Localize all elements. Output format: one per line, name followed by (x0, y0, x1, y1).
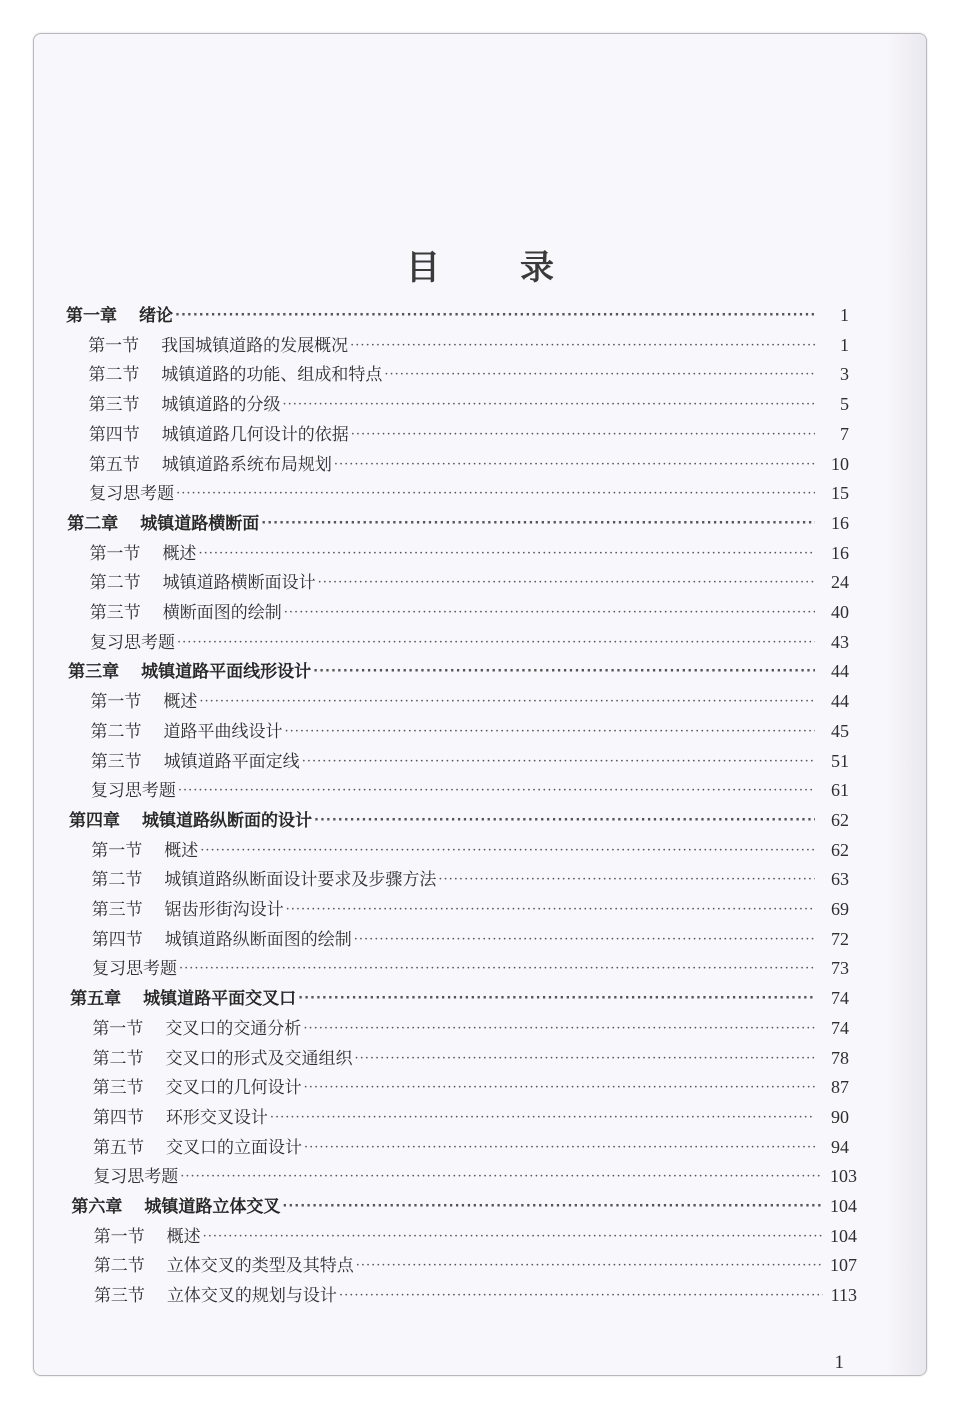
dot-leader (356, 1258, 823, 1276)
entry-page-number: 63 (831, 869, 849, 890)
entry-page-number: 40 (831, 602, 849, 622)
dot-leader (199, 694, 815, 712)
book-page (33, 33, 927, 1376)
entry-number: 第一节 (92, 1018, 144, 1039)
dot-leader (350, 338, 815, 356)
toc-entry-chapter (70, 983, 849, 1009)
entry-page-number: 104 (830, 1225, 857, 1246)
toc-entry-section (92, 924, 849, 950)
entry-title: 我国城镇道路的发展概况 (161, 335, 349, 356)
dot-leader (351, 427, 815, 445)
dot-leader (178, 783, 815, 801)
toc-entry-section (89, 449, 849, 475)
entry-number: 第二节 (88, 365, 140, 386)
entry-page-number: 61 (831, 780, 849, 801)
entry-title: 概述 (164, 840, 199, 861)
entry-page-number: 113 (830, 1285, 857, 1306)
toc-entry-section (88, 359, 849, 385)
entry-page-number: 24 (831, 572, 849, 593)
entry-title: 城镇道路的分级 (161, 395, 281, 416)
entry-page-number: 74 (831, 988, 849, 1009)
dot-leader (438, 872, 815, 890)
toc-entry-section (92, 894, 849, 920)
entry-title: 横断面图的绘制 (162, 603, 282, 623)
entry-number: 第三节 (91, 900, 143, 920)
toc-entry-review (89, 478, 849, 504)
dot-leader (318, 575, 815, 593)
entry-number: 第三节 (90, 751, 142, 772)
entry-title: 城镇道路平面定线 (163, 751, 300, 772)
toc-entry-section (89, 538, 849, 564)
toc-entry-section (91, 746, 849, 772)
entry-number: 第四节 (91, 929, 143, 950)
entry-page-number: 44 (831, 691, 849, 712)
dot-leader (384, 367, 815, 385)
entry-title: 复习思考题 (91, 959, 177, 980)
dot-leader (285, 724, 815, 742)
entry-number: 第三章 (68, 662, 120, 683)
entry-page-number: 87 (831, 1077, 849, 1098)
dot-leader (176, 486, 815, 504)
toc-entry-section (92, 1013, 849, 1039)
dot-leader (200, 843, 815, 861)
entry-title: 城镇道路立体交叉 (144, 1197, 281, 1217)
toc-entry-section (94, 1250, 857, 1276)
toc-entry-section (93, 1043, 850, 1069)
entry-page-number: 45 (831, 720, 849, 741)
dot-leader (334, 457, 815, 475)
dot-leader (177, 635, 815, 653)
entry-page-number: 44 (831, 661, 849, 682)
dot-leader (304, 1140, 815, 1158)
dot-leader (355, 1051, 816, 1069)
entry-number: 第三节 (88, 395, 140, 416)
entry-title: 城镇道路平面交叉口 (143, 989, 297, 1010)
entry-title: 城镇道路几何设计的依据 (161, 424, 349, 445)
title-char: 目 (406, 248, 440, 288)
entry-title: 复习思考题 (93, 1167, 179, 1188)
toc-entry-section (90, 686, 849, 712)
entry-title: 交叉口的立面设计 (166, 1137, 303, 1158)
dot-leader (180, 1169, 823, 1187)
entry-title: 绪论 (139, 306, 173, 326)
entry-number: 第二节 (92, 1048, 144, 1069)
entry-title: 城镇道路纵断面的设计 (142, 810, 313, 831)
dot-leader (283, 397, 815, 415)
entry-number: 第五节 (88, 454, 140, 475)
dot-leader (203, 1229, 823, 1247)
page-number: 1 (834, 1352, 844, 1373)
entry-title: 城镇道路的功能、组成和特点 (161, 365, 383, 386)
dot-leader (198, 546, 815, 564)
toc-entry-chapter (68, 656, 849, 682)
toc-entry-section (94, 1221, 857, 1247)
entry-page-number: 16 (831, 512, 849, 533)
toc-entry-section (89, 419, 849, 445)
dot-leader (270, 1110, 815, 1128)
entry-number: 第四节 (92, 1107, 144, 1128)
toc-entry-chapter (66, 300, 849, 326)
entry-title: 交叉口的交通分析 (165, 1018, 302, 1039)
entry-title: 复习思考题 (89, 484, 175, 505)
entry-page-number: 1 (840, 305, 849, 325)
dot-leader (284, 605, 815, 623)
entry-number: 第五章 (70, 989, 122, 1010)
entry-number: 第二节 (91, 870, 143, 891)
entry-number: 第四章 (69, 810, 121, 831)
entry-title: 立体交叉的类型及其特点 (166, 1256, 354, 1277)
entry-page-number: 16 (831, 542, 849, 563)
toc-entry-review (92, 953, 849, 979)
entry-page-number: 51 (831, 750, 849, 771)
entry-number: 第二节 (89, 573, 141, 594)
dot-leader (261, 516, 815, 534)
entry-page-number: 3 (840, 364, 849, 385)
dot-leader (298, 991, 815, 1009)
toc-entry-section (93, 1102, 849, 1128)
toc-entry-review (91, 775, 849, 801)
dot-leader (175, 308, 815, 326)
entry-title: 复习思考题 (89, 632, 175, 653)
entry-page-number: 15 (831, 483, 849, 504)
toc-entry-section (88, 330, 849, 356)
entry-page-number: 74 (831, 1017, 849, 1038)
entry-page-number: 62 (831, 839, 849, 860)
entry-page-number: 10 (831, 453, 849, 474)
entry-page-number: 1 (840, 334, 849, 355)
entry-number: 第二节 (90, 721, 142, 742)
toc-entry-review (90, 627, 849, 653)
toc-entry-section (93, 1072, 849, 1098)
toc-entry-section (90, 567, 849, 593)
entry-title: 概述 (166, 1226, 201, 1247)
entry-number: 第一节 (90, 692, 142, 713)
entry-title: 复习思考题 (90, 781, 176, 802)
dot-leader (303, 1021, 815, 1039)
entry-title: 城镇道路横断面设计 (162, 573, 316, 594)
entry-title: 城镇道路纵断面图的绘制 (164, 929, 352, 950)
entry-number: 第三节 (89, 603, 141, 623)
entry-number: 第三节 (93, 1286, 145, 1307)
toc-entry-section (89, 389, 849, 415)
page-title (34, 240, 926, 289)
entry-title: 立体交叉的规划与设计 (166, 1286, 337, 1307)
entry-title: 锯齿形街沟设计 (164, 900, 284, 920)
dot-leader (302, 754, 815, 772)
dot-leader (314, 813, 815, 831)
toc-entry-chapter (67, 508, 849, 534)
dot-leader (282, 1199, 823, 1217)
entry-title: 环形交叉设计 (165, 1107, 268, 1128)
title-char: 录 (520, 248, 554, 288)
toc-entry-review (93, 1161, 857, 1187)
entry-page-number: 62 (831, 809, 849, 830)
entry-page-number: 103 (830, 1166, 857, 1187)
entry-title: 概述 (163, 692, 198, 713)
entry-page-number: 78 (831, 1047, 849, 1068)
entry-page-number: 104 (830, 1196, 857, 1216)
entry-page-number: 72 (831, 928, 849, 949)
toc-entry-section (90, 597, 849, 623)
entry-page-number: 69 (831, 899, 849, 919)
entry-title: 城镇道路纵断面设计要求及步骤方法 (164, 870, 437, 891)
entry-number: 第一节 (91, 840, 143, 861)
dot-leader (313, 664, 815, 682)
dot-leader (354, 932, 815, 950)
entry-number: 第六章 (71, 1197, 123, 1217)
entry-title: 城镇道路平面线形设计 (141, 662, 312, 683)
entry-title: 交叉口的形式及交通组织 (165, 1048, 353, 1069)
entry-number: 第二节 (93, 1256, 145, 1277)
entry-page-number: 7 (840, 423, 849, 444)
entry-number: 第一节 (93, 1226, 145, 1247)
toc-entry-section (91, 835, 849, 861)
entry-page-number: 107 (830, 1255, 857, 1276)
toc-entry-section (94, 1280, 857, 1306)
entry-page-number: 43 (831, 631, 849, 652)
entry-title: 城镇道路横断面 (140, 513, 260, 534)
dot-leader (339, 1288, 823, 1306)
toc-entry-chapter (71, 1191, 857, 1217)
entry-number: 第一节 (89, 543, 141, 564)
toc-entry-chapter (69, 805, 849, 831)
entry-title: 交叉口的几何设计 (165, 1078, 302, 1099)
entry-number: 第一节 (88, 335, 140, 356)
toc-entry-section (91, 864, 849, 890)
entry-title: 道路平曲线设计 (163, 721, 283, 742)
entry-page-number: 94 (831, 1136, 849, 1157)
entry-title: 城镇道路系统布局规划 (161, 454, 332, 475)
entry-page-number: 90 (831, 1106, 849, 1127)
entry-number: 第二章 (67, 513, 119, 534)
entry-number: 第五节 (93, 1137, 145, 1158)
entry-page-number: 5 (840, 394, 849, 415)
dot-leader (304, 1080, 815, 1098)
toc-entry-section (93, 1132, 849, 1158)
entry-number: 第三节 (92, 1078, 144, 1099)
entry-title: 概述 (162, 543, 197, 564)
entry-number: 第四节 (88, 424, 140, 445)
toc-entry-section (91, 716, 849, 742)
entry-number: 第一章 (66, 306, 117, 326)
entry-page-number: 73 (831, 958, 849, 979)
dot-leader (179, 961, 815, 979)
dot-leader (286, 902, 815, 920)
